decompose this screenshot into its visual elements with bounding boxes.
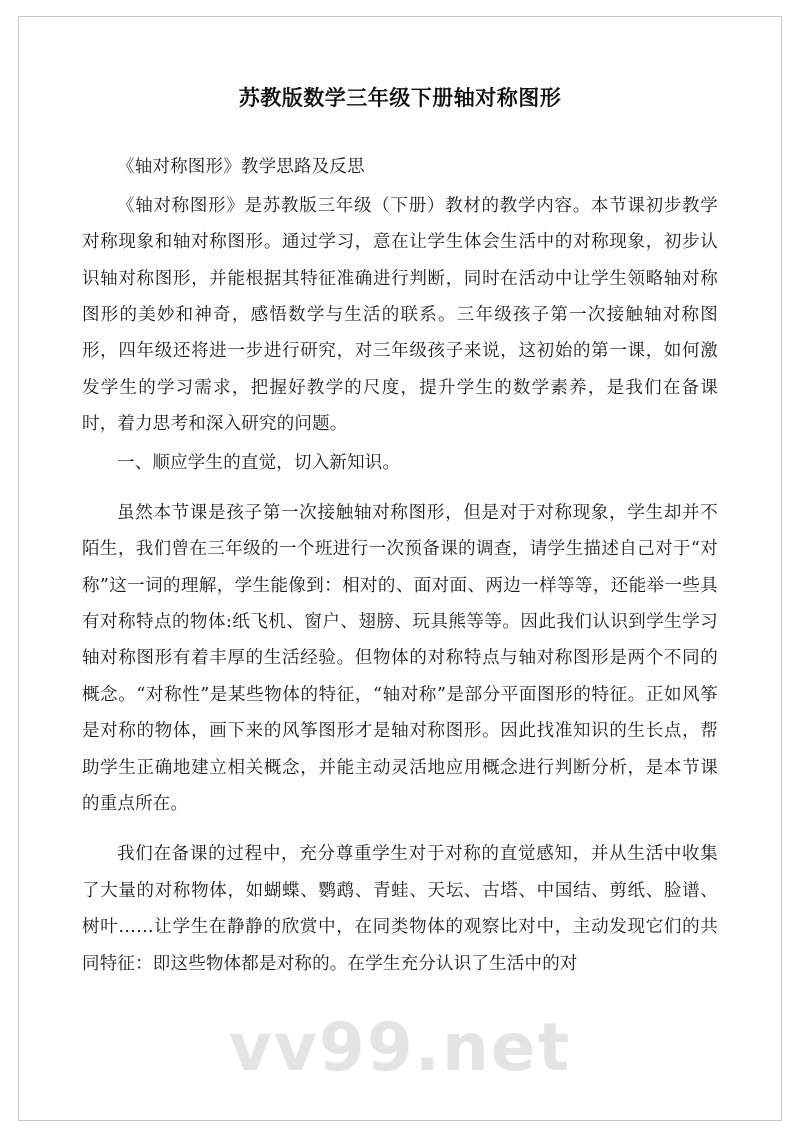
paragraph-subtitle: 《轴对称图形》教学思路及反思 [117,157,365,178]
paragraph-body-1: 虽然本节课是孩子第一次接触轴对称图形，但是对于对称现象，学生却并不陌生，我们曾在三年级的一个班进行一次预备课的调查，请学生描述自己对于“对称”这一词的理解，学生能像到：相对的、面对面、两边一样等等，还能举一些具有对称特点的物体:纸飞机、窗户、翅膀、玩具熊等等。因此我们认识到学生学习轴对称图形有着丰厚的生活经验。但物体的对称特点与轴对称图形是两个不同的概念。“对称性”是某些物体的特征，“轴对称”是部分平面图形的特征。正如风筝是对称的物体，画下来的风筝图形才是轴对称图形。因此找准知识的生长点，帮助学生正确地建立相关概念，并能主动灵活地应用概念进行判断分析，是本节课的重点所在。 [82,502,718,815]
paragraph-section-one: 一、顺应学生的直觉，切入新知识。 [117,452,401,473]
watermark: vv99.net [228,1009,572,1086]
page-title: 苏教版数学三年级下册轴对称图形 [238,86,562,110]
paragraph-intro: 《轴对称图形》是苏教版三年级（下册）教材的教学内容。本节课初步教学对称现象和轴对称图形。通过学习，意在让学生体会生活中的对称现象，初步认识轴对称图形，并能根据其特征准确进行判断，同时在活动中让学生领略轴对称图形的美妙和神奇，感悟数学与生活的联系。三年级孩子第一次接触轴对称图形，四年级还将进一步进行研究，对三年级孩子来说，这初始的第一课，如何激发学生的学习需求，把握好教学的尺度，提升学生的数学素养，是我们在备课时，着力思考和深入研究的问题。 [82,195,718,435]
paragraph-body-2: 我们在备课的过程中，充分尊重学生对于对称的直觉感知，并从生活中收集了大量的对称物体，如蝴蝶、鹦鹉、青蛙、天坛、古塔、中国结、剪纸、脸谱、树叶……让学生在静静的欣赏中，在同类物体的观察比对中，主动发现它们的共同特征：即这些物体都是对称的。在学生充分认识了生活中的对 [82,844,718,974]
document-content [82,70,718,984]
